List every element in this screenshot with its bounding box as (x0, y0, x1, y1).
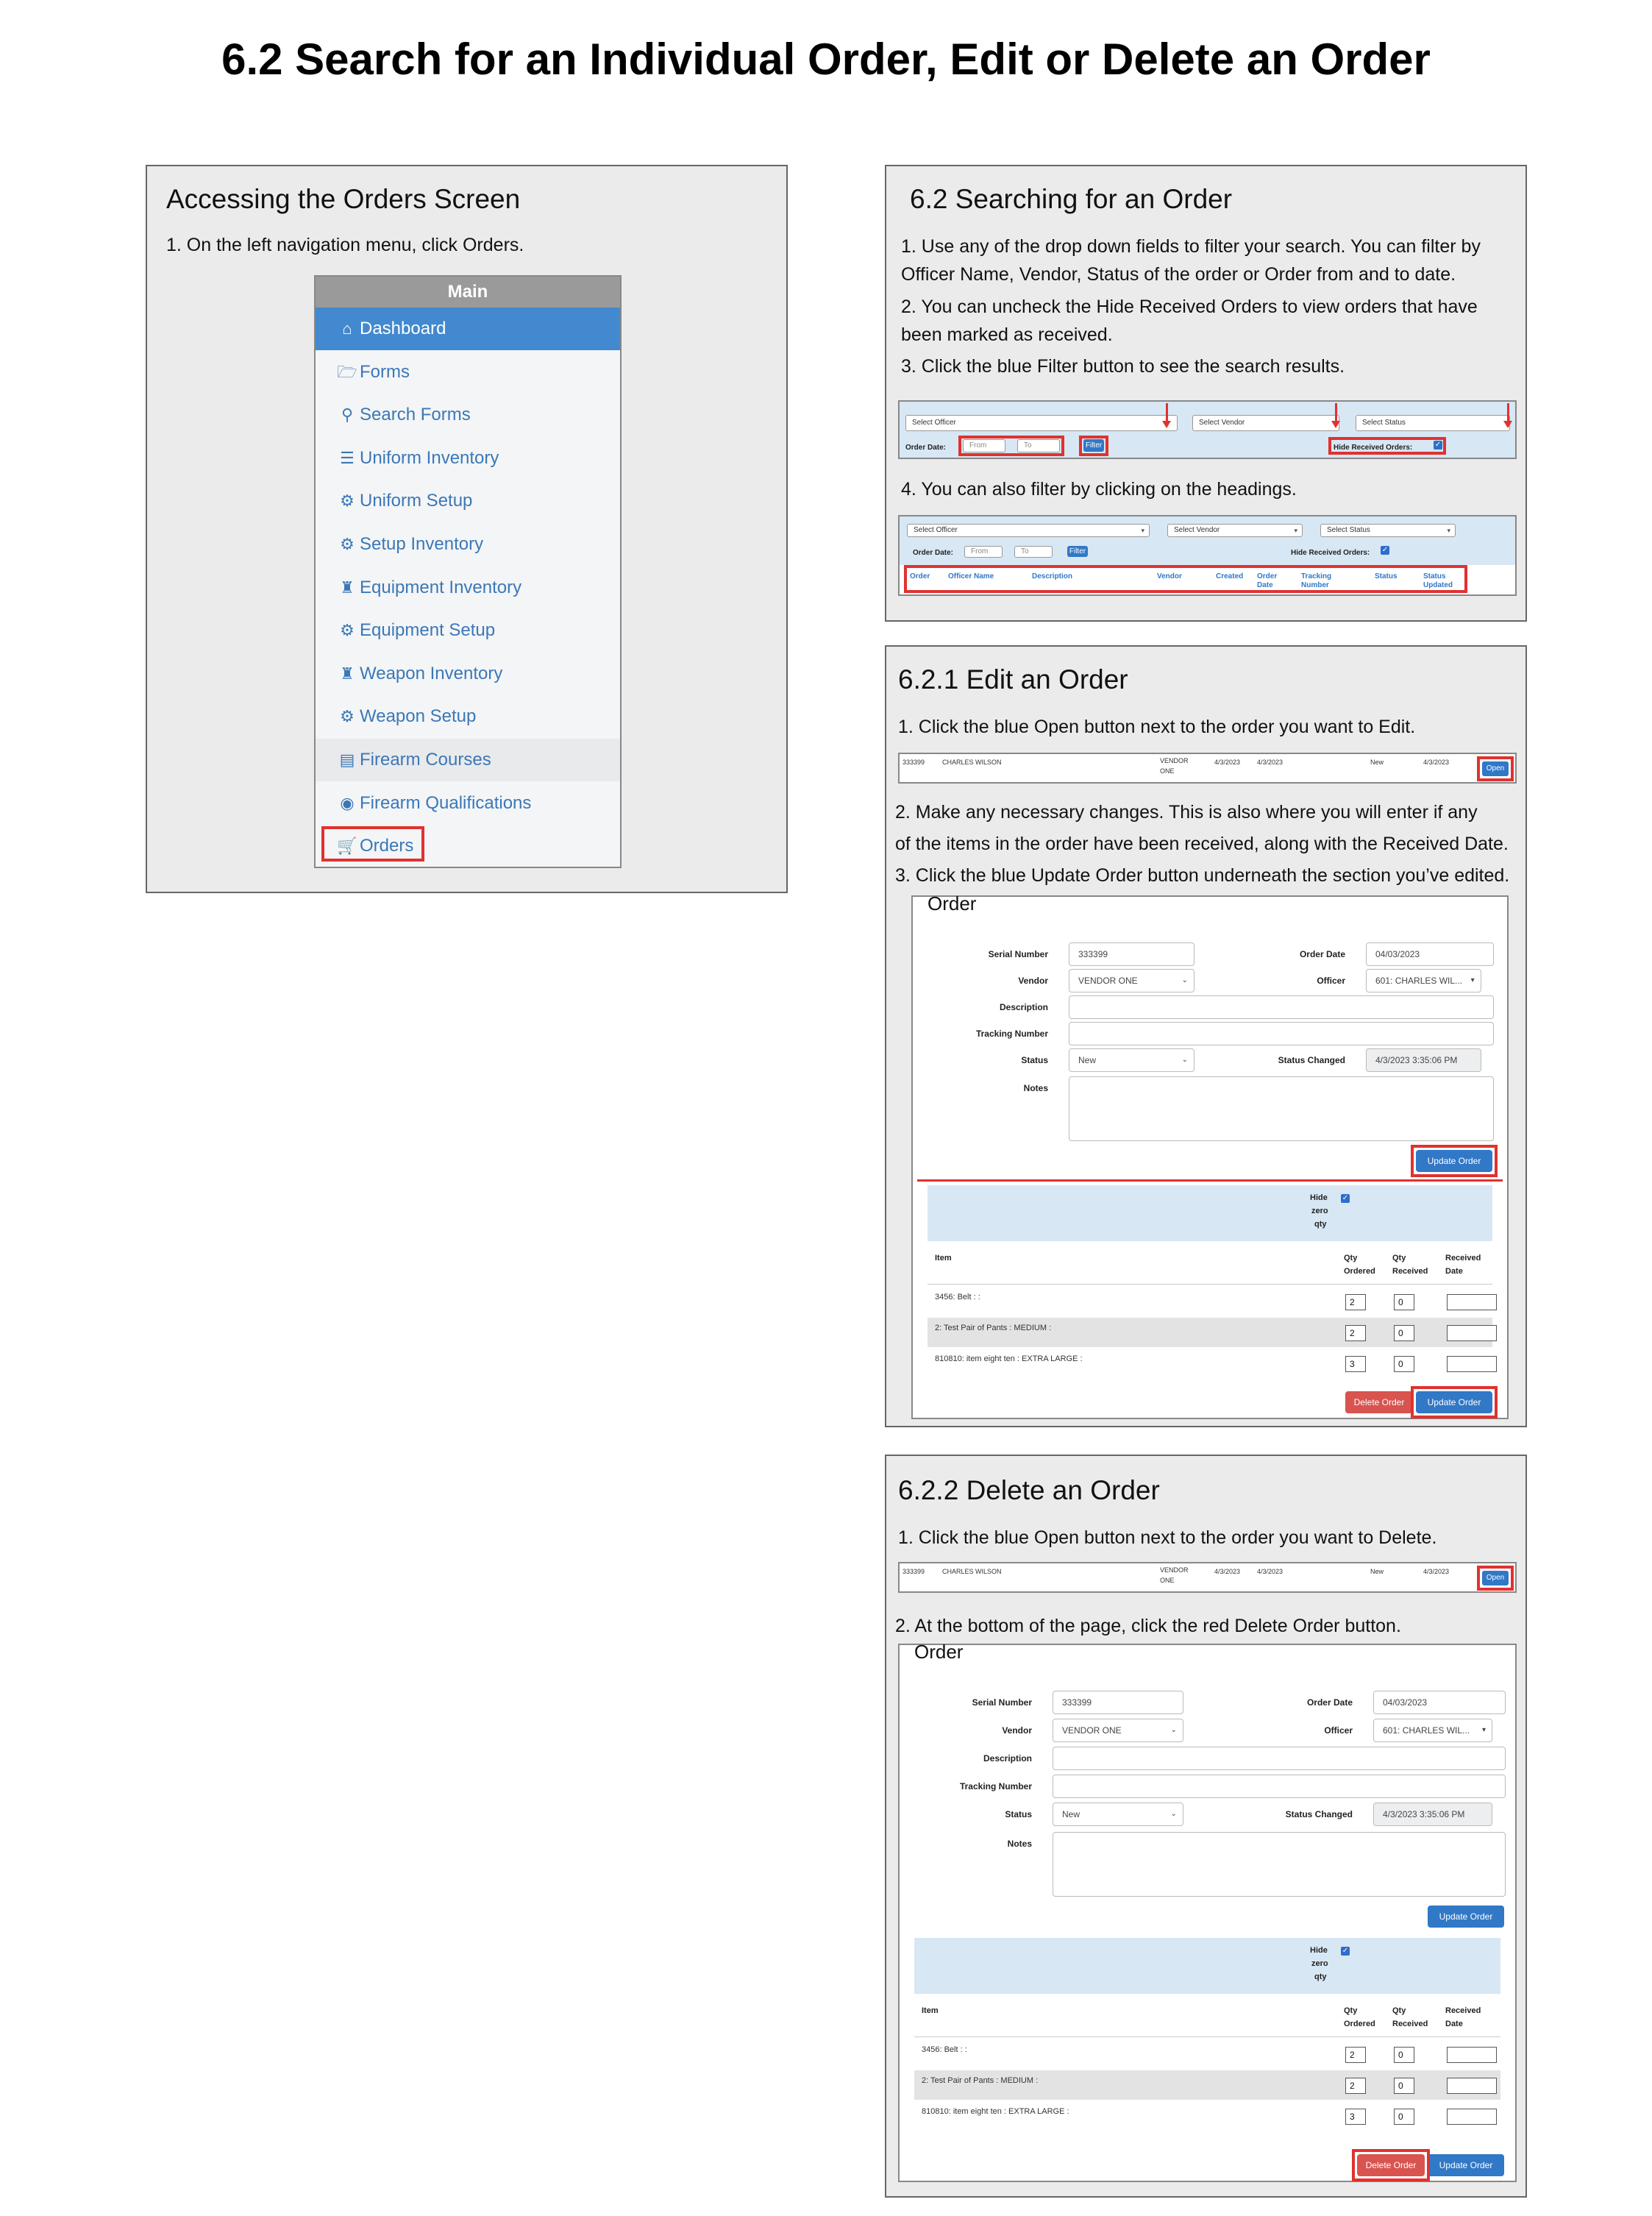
nav-item-firearm-courses[interactable] (316, 739, 620, 781)
globe-icon: ◉ (340, 793, 355, 812)
nav-header: Main (316, 277, 620, 308)
edit-officer-select[interactable] (1366, 969, 1481, 992)
edit-qty-ordered-input[interactable]: 2 (1345, 1325, 1366, 1341)
delete-update-order-button-top[interactable]: Update Order (1428, 1906, 1504, 1928)
edit-received-date-input[interactable] (1447, 1325, 1497, 1341)
row-status: New (1370, 1568, 1384, 1575)
delete-qty-received-input[interactable]: 0 (1394, 2078, 1414, 2094)
delete-officer-label: Officer (1324, 1725, 1353, 1736)
nav-item-equipment-inventory[interactable] (316, 567, 620, 609)
edit-status-label: Status (1021, 1055, 1048, 1065)
delete-status-select[interactable] (1053, 1803, 1183, 1826)
select-status-small-label: Select Status (1327, 526, 1370, 534)
to-placeholder: To (1024, 441, 1032, 450)
nav-item-equipment-setup[interactable] (316, 609, 620, 652)
edit-update-order-button-bottom[interactable]: Update Order (1416, 1391, 1492, 1413)
delete-description-input[interactable] (1053, 1747, 1506, 1770)
nav-item-weapon-setup[interactable] (316, 695, 620, 738)
access-step-1: 1. On the left navigation menu, click Orders. (166, 235, 524, 255)
edit-hide-zero-3: qty (1314, 1220, 1327, 1229)
nav-item-label: Forms (360, 361, 410, 382)
edit-col-received-date-2: Date (1445, 1267, 1463, 1276)
delete-qty-ordered-input[interactable]: 2 (1345, 2078, 1366, 2094)
edit-notes-label: Notes (1023, 1083, 1048, 1093)
edit-vendor-label: Vendor (1018, 976, 1048, 986)
from-placeholder: From (969, 441, 987, 450)
delete-title: 6.2.2 Delete an Order (898, 1475, 1160, 1505)
nav-item-label: Weapon Setup (360, 706, 477, 727)
hide-received-small-checkbox[interactable]: ✓ (1381, 546, 1389, 554)
edit-status-changed-label: Status Changed (1278, 1055, 1345, 1065)
hide-received-small-label: Hide Received Orders: (1291, 549, 1370, 557)
row-status-updated: 4/3/2023 (1423, 1568, 1450, 1575)
heading-tracking-number[interactable]: Tracking Number (1301, 572, 1332, 589)
edit-officer-label: Officer (1317, 976, 1345, 986)
delete-delete-highlight (1352, 2149, 1430, 2181)
to-small[interactable] (1014, 546, 1053, 558)
edit-item-name: 3456: Belt : : (935, 1293, 980, 1301)
edit-officer-value: 601: CHARLES WIL... (1375, 976, 1463, 986)
edit-update-bottom-highlight (1411, 1386, 1498, 1418)
edit-order-row (898, 753, 1517, 784)
delete-vendor-select[interactable] (1053, 1719, 1183, 1742)
row-vendor-line2: ONE (1160, 767, 1175, 775)
select-officer-small[interactable] (907, 524, 1150, 537)
delete-item-name: 2: Test Pair of Pants : MEDIUM : (922, 2076, 1039, 2085)
edit-qty-ordered-input[interactable]: 2 (1345, 1294, 1366, 1310)
chess-rook-icon: ♜ (340, 664, 355, 683)
delete-col-qty-received-1: Qty (1392, 2006, 1406, 2015)
search-title: 6.2 Searching for an Order (910, 184, 1233, 214)
edit-qty-ordered-input[interactable]: 3 (1345, 1356, 1366, 1372)
filter-strip (900, 516, 1515, 565)
delete-hide-zero-band (914, 1938, 1500, 1994)
left-navigation-menu (314, 275, 622, 868)
delete-order-row (898, 1562, 1517, 1593)
edit-step-2a: 2. Make any necessary changes. This is also where you will enter if any (895, 802, 1478, 823)
edit-serial-input[interactable]: 333399 (1069, 942, 1195, 966)
to-small-placeholder: To (1021, 547, 1029, 555)
gear-icon: ⚙ (340, 491, 355, 511)
hide-received-label: Hide Received Orders: (1334, 444, 1413, 452)
select-officer[interactable] (905, 415, 1178, 431)
delete-qty-ordered-input[interactable]: 3 (1345, 2109, 1366, 2125)
list-icon: ☰ (340, 448, 355, 467)
edit-hide-zero-2: zero (1311, 1207, 1328, 1215)
heading-order-date[interactable]: Order Date (1257, 572, 1278, 589)
chevron-down-icon: ⌄ (1170, 1810, 1177, 1818)
select-vendor-small[interactable] (1167, 524, 1303, 537)
edit-qty-received-input[interactable]: 0 (1394, 1294, 1414, 1310)
chevron-down-icon: ⌄ (1181, 976, 1188, 984)
chevron-down-icon: ⌄ (1181, 1056, 1188, 1064)
from-small-placeholder: From (971, 547, 989, 555)
nav-item-label: Weapon Inventory (360, 663, 503, 683)
heading-vendor[interactable]: Vendor (1157, 572, 1182, 580)
delete-col-qty-ordered-2: Ordered (1344, 2020, 1375, 2028)
delete-officer-select[interactable] (1373, 1719, 1492, 1742)
edit-item-name: 2: Test Pair of Pants : MEDIUM : (935, 1324, 1052, 1332)
delete-hide-zero-2: zero (1311, 1959, 1328, 1968)
edit-status-changed-input: 4/3/2023 3:35:06 PM (1366, 1048, 1481, 1072)
delete-vendor-value: VENDOR ONE (1062, 1725, 1122, 1736)
row-status-updated: 4/3/2023 (1423, 759, 1450, 766)
nav-item-label: Equipment Setup (360, 620, 496, 641)
heading-status-updated[interactable]: Status Updated (1423, 572, 1453, 589)
delete-col-received-date-1: Received (1445, 2006, 1481, 2015)
row-vendor-line1: VENDOR (1160, 1566, 1189, 1574)
edit-hide-zero-checkbox[interactable]: ✓ (1342, 1194, 1349, 1202)
filter-button[interactable]: Filter (1083, 439, 1104, 452)
delete-col-item: Item (922, 2006, 939, 2015)
delete-order-title: Order (914, 1641, 964, 1663)
caret-icon: ▾ (1141, 527, 1144, 534)
edit-col-qty-ordered-1: Qty (1344, 1254, 1358, 1263)
nav-item-label: Orders (360, 836, 414, 856)
edit-tracking-label: Tracking Number (975, 1029, 1048, 1039)
delete-qty-received-input[interactable]: 0 (1394, 2109, 1414, 2125)
nav-item-setup-inventory[interactable] (316, 523, 620, 566)
cart-icon: 🛒 (337, 837, 357, 856)
delete-status-changed-input: 4/3/2023 3:35:06 PM (1373, 1803, 1492, 1826)
edit-received-date-input[interactable] (1447, 1294, 1497, 1310)
delete-vendor-label: Vendor (1002, 1725, 1032, 1736)
delete-open-highlight (1477, 1566, 1514, 1591)
select-status-label: Select Status (1362, 419, 1406, 427)
select-vendor-label: Select Vendor (1199, 419, 1245, 427)
delete-tracking-input[interactable] (1053, 1775, 1506, 1798)
nav-item-label: Dashboard (360, 319, 446, 338)
delete-serial-label: Serial Number (972, 1697, 1032, 1708)
delete-update-order-button-bottom[interactable]: Update Order (1428, 2154, 1504, 2176)
delete-received-date-input[interactable] (1447, 2109, 1497, 2125)
nav-item-label: Uniform Inventory (360, 447, 499, 468)
heading-created[interactable]: Created (1216, 572, 1244, 580)
delete-col-qty-received-2: Received (1392, 2020, 1428, 2028)
edit-update-top-highlight (1411, 1145, 1498, 1177)
edit-tracking-input[interactable] (1069, 1022, 1494, 1045)
delete-order-date-label: Order Date (1306, 1697, 1353, 1708)
edit-title: 6.2.1 Edit an Order (898, 664, 1128, 695)
officer-arrow-icon (1166, 403, 1168, 421)
order-list-headings (898, 515, 1517, 596)
search-icon: ⚲ (341, 405, 354, 425)
delete-qty-received-input[interactable]: 0 (1394, 2047, 1414, 2063)
row-order: 333399 (902, 1568, 925, 1575)
home-icon: ⌂ (342, 319, 352, 338)
row-vendor-line2: ONE (1160, 1577, 1175, 1584)
nav-item-weapon-inventory[interactable] (316, 653, 620, 695)
page-title: 6.2 Search for an Individual Order, Edit or Delete an Order (221, 35, 1431, 84)
nav-item-forms[interactable] (316, 351, 620, 394)
vendor-arrow-icon (1335, 403, 1337, 421)
row-officer: CHARLES WILSON (942, 759, 1002, 766)
heading-order[interactable]: Order (910, 572, 930, 580)
row-vendor-line1: VENDOR (1160, 757, 1189, 764)
orders-highlight (321, 826, 424, 862)
gear-icon: ⚙ (340, 707, 355, 726)
delete-header-rule (914, 2036, 1500, 2037)
delete-col-received-date-2: Date (1445, 2020, 1463, 2028)
select-officer-label: Select Officer (912, 419, 956, 427)
nav-item-dashboard[interactable] (316, 308, 620, 350)
row-order: 333399 (902, 759, 925, 766)
delete-hide-zero-1: Hide (1310, 1946, 1328, 1955)
filter-button-small[interactable]: Filter (1067, 546, 1088, 557)
delete-panel (885, 1455, 1527, 2198)
edit-panel (885, 645, 1527, 1427)
caret-down-icon: ▾ (1481, 1726, 1486, 1734)
edit-step-2b: of the items in the order have been received, along with the Received Date. (895, 834, 1509, 854)
delete-item-name: 3456: Belt : : (922, 2045, 967, 2054)
book-icon: ▤ (339, 750, 355, 769)
nav-item-label: Uniform Setup (360, 491, 473, 511)
delete-officer-value: 601: CHARLES WIL... (1383, 1725, 1470, 1736)
search-step-2b: been marked as received. (901, 324, 1113, 345)
delete-order-date-input[interactable]: 04/03/2023 (1373, 1691, 1506, 1714)
delete-status-changed-label: Status Changed (1285, 1809, 1353, 1819)
delete-hide-zero-checkbox[interactable]: ✓ (1342, 1947, 1349, 1955)
order-date-label: Order Date: (905, 444, 947, 452)
nav-item-search-forms[interactable] (316, 394, 620, 436)
date-range-highlight (958, 436, 1064, 456)
delete-step-1: 1. Click the blue Open button next to the order you want to Delete. (898, 1527, 1437, 1548)
edit-section-divider (917, 1179, 1503, 1182)
delete-hide-zero-3: qty (1314, 1972, 1327, 1981)
edit-serial-label: Serial Number (988, 949, 1048, 959)
select-status[interactable] (1356, 415, 1510, 431)
edit-notes-textarea[interactable] (1069, 1076, 1494, 1141)
edit-item-name: 810810: item eight ten : EXTRA LARGE : (935, 1354, 1083, 1363)
chess-rook-icon: ♜ (340, 578, 355, 597)
edit-update-order-button-top[interactable]: Update Order (1416, 1150, 1492, 1172)
row-order-date: 4/3/2023 (1257, 759, 1283, 766)
delete-delete-order-button[interactable]: Delete Order (1357, 2154, 1425, 2176)
edit-col-received-date-1: Received (1445, 1254, 1481, 1263)
search-step-2a: 2. You can uncheck the Hide Received Orders to view orders that have (901, 296, 1478, 317)
delete-received-date-input[interactable] (1447, 2047, 1497, 2063)
edit-vendor-value: VENDOR ONE (1078, 976, 1138, 986)
edit-open-button[interactable]: Open (1482, 761, 1509, 776)
gear-icon: ⚙ (340, 535, 355, 553)
edit-hide-zero-band (928, 1185, 1492, 1241)
edit-col-qty-ordered-2: Ordered (1344, 1267, 1375, 1276)
folder-open-icon: 🗁 (337, 362, 357, 381)
filter-bar (898, 400, 1517, 459)
order-date-label-small: Order Date: (913, 549, 954, 557)
heading-description[interactable]: Description (1032, 572, 1073, 580)
delete-description-label: Description (983, 1753, 1032, 1764)
row-officer: CHARLES WILSON (942, 1568, 1002, 1575)
status-arrow-icon (1507, 403, 1509, 421)
delete-step-2: 2. At the bottom of the page, click the red Delete Order button. (895, 1616, 1401, 1636)
select-vendor-small-label: Select Vendor (1174, 526, 1220, 534)
edit-col-qty-received-1: Qty (1392, 1254, 1406, 1263)
delete-status-value: New (1062, 1809, 1080, 1819)
nav-item-label: Firearm Courses (360, 750, 491, 770)
edit-delete-order-button[interactable]: Delete Order (1345, 1391, 1413, 1413)
edit-description-input[interactable] (1069, 995, 1494, 1019)
edit-col-item: Item (935, 1254, 952, 1263)
edit-status-value: New (1078, 1055, 1097, 1065)
select-officer-small-label: Select Officer (914, 526, 958, 534)
delete-received-date-input[interactable] (1447, 2078, 1497, 2094)
select-status-small[interactable] (1320, 524, 1456, 537)
delete-tracking-label: Tracking Number (959, 1781, 1032, 1791)
edit-vendor-select[interactable] (1069, 969, 1195, 992)
gear-icon: ⚙ (340, 621, 355, 640)
nav-item-firearm-qualifications[interactable] (316, 782, 620, 825)
select-vendor[interactable] (1192, 415, 1339, 431)
access-panel (146, 165, 788, 893)
edit-received-date-input[interactable] (1447, 1356, 1497, 1372)
access-title: Accessing the Orders Screen (166, 184, 521, 214)
delete-qty-ordered-input[interactable]: 2 (1345, 2047, 1366, 2063)
delete-item-name: 810810: item eight ten : EXTRA LARGE : (922, 2107, 1069, 2116)
edit-step-3: 3. Click the blue Update Order button underneath the section you’ve edited. (895, 865, 1510, 886)
row-order-date: 4/3/2023 (1257, 1568, 1283, 1575)
caret-icon: ▾ (1447, 527, 1450, 534)
chevron-down-icon: ⌄ (1170, 1726, 1177, 1734)
edit-qty-received-input[interactable]: 0 (1394, 1356, 1414, 1372)
delete-status-label: Status (1005, 1809, 1032, 1819)
caret-icon: ▾ (1294, 527, 1297, 534)
delete-col-qty-ordered-1: Qty (1344, 2006, 1358, 2015)
edit-qty-received-input[interactable]: 0 (1394, 1325, 1414, 1341)
edit-order-date-input[interactable]: 04/03/2023 (1366, 942, 1494, 966)
nav-item-label: Search Forms (360, 405, 471, 425)
nav-item-label: Equipment Inventory (360, 577, 522, 597)
search-panel (885, 165, 1527, 622)
heading-status[interactable]: Status (1375, 572, 1398, 580)
edit-order-form (911, 892, 1509, 1419)
row-created: 4/3/2023 (1214, 759, 1241, 766)
caret-down-icon: ▾ (1470, 976, 1475, 984)
delete-notes-label: Notes (1007, 1839, 1032, 1849)
edit-status-select[interactable] (1069, 1048, 1195, 1072)
edit-hide-zero-1: Hide (1310, 1193, 1328, 1202)
delete-serial-input[interactable]: 333399 (1053, 1691, 1183, 1714)
nav-item-uniform-setup[interactable] (316, 480, 620, 522)
edit-step-1: 1. Click the blue Open button next to the order you want to Edit. (898, 717, 1416, 737)
hide-received-checkbox[interactable]: ✓ (1434, 441, 1442, 449)
heading-officer-name[interactable]: Officer Name (948, 572, 994, 580)
row-status: New (1370, 759, 1384, 766)
delete-open-button[interactable]: Open (1482, 1571, 1509, 1585)
search-step-4: 4. You can also filter by clicking on the headings. (901, 479, 1297, 500)
filter-button-highlight (1079, 436, 1108, 456)
edit-open-highlight (1477, 756, 1514, 781)
edit-order-date-label: Order Date (1299, 949, 1345, 959)
search-step-3: 3. Click the blue Filter button to see the search results. (901, 356, 1345, 377)
nav-item-uniform-inventory[interactable] (316, 437, 620, 480)
edit-header-rule (928, 1284, 1492, 1285)
search-step-1b: Officer Name, Vendor, Status of the order or Order from and to date. (901, 264, 1456, 285)
row-created: 4/3/2023 (1214, 1568, 1241, 1575)
delete-order-form (898, 1641, 1517, 2182)
edit-order-title: Order (928, 892, 977, 915)
nav-item-label: Firearm Qualifications (360, 792, 532, 813)
delete-notes-textarea[interactable] (1053, 1832, 1506, 1897)
nav-item-label: Setup Inventory (360, 534, 484, 554)
hide-received-highlight (1328, 437, 1446, 455)
search-step-1a: 1. Use any of the drop down fields to filter your search. You can filter by (901, 236, 1481, 257)
edit-col-qty-received-2: Received (1392, 1267, 1428, 1276)
edit-description-label: Description (999, 1002, 1048, 1012)
from-small[interactable] (964, 546, 1003, 558)
